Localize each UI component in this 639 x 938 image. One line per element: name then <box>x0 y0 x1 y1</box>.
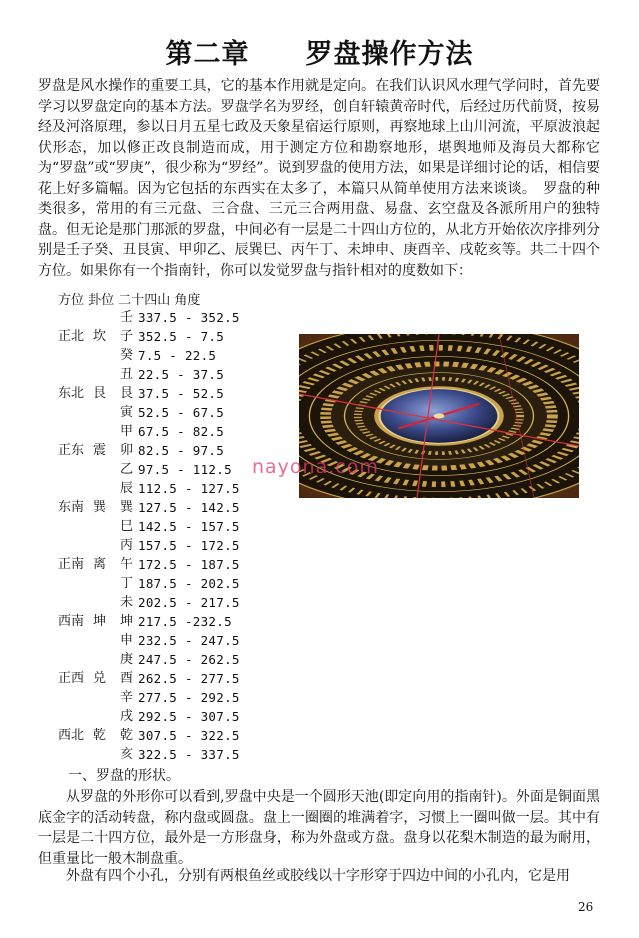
shape-paragraph: 从罗盘的外形你可以看到,罗盘中央是一个圆形天池(即定向用的指南针)。外面是铜面黑底金字的活动转盘，称内盘或圆盘。盘上一圈圈的堆满着字，习惯上一圈叫做一层。其中有一层是二十四方位，最外是一方形盘身，称为外盘或方盘。盘身以花梨木制造的最为耐用，但重量比一般木制盘重。 <box>38 789 600 867</box>
trigram-cell: 兑 <box>93 671 107 686</box>
degree-range-cell: 67.5 - 82.5 <box>138 424 225 439</box>
direction-cell: 西北 <box>58 728 85 743</box>
page-number: 26 <box>578 900 594 914</box>
direction-cell: 正北 <box>58 329 85 344</box>
trigram-cell: 艮 <box>93 386 107 401</box>
direction-cell: 西南 <box>58 614 85 629</box>
degree-range-cell: 307.5 - 322.5 <box>138 728 240 743</box>
direction-cell: 东北 <box>58 386 85 401</box>
mountain-cell: 亥 <box>120 747 134 762</box>
mountain-cell: 艮 <box>120 386 134 401</box>
direction-cell: 正西 <box>58 671 85 686</box>
degree-range-cell: 277.5 - 292.5 <box>138 690 240 705</box>
degree-range-cell: 337.5 - 352.5 <box>138 310 240 325</box>
mountain-cell: 寅 <box>120 405 134 420</box>
mountain-cell: 辛 <box>120 690 134 705</box>
mountain-cell: 乙 <box>120 462 134 477</box>
intro-paragraph: 罗盘是风水操作的重要工具，它的基本作用就是定向。在我们认识风水理气学问时，首先要学习以罗盘定向的基本方法。罗盘学名为罗经，创自轩辕黄帝时代，后经过历代前贤，按易经及河洛原理，参以日月五星七政及天象星宿运行原则，再察地球上山川河流，平原波浪起伏形态，加以修正改良制造而成，用于测定方位和勘察地形，堪舆地师及海员大都称它为“罗盘”或“罗庚”，很少称为“罗经”。说到罗盘的使用方法，如果是详细讨论的话，相信要花上好多篇幅。因为它包括的东西实在太多了，本篇只从简单使用方法来谈谈。 罗盘的种类很多，常用的有三元盘、三合盘、三元三合两用盘、易盘、玄空盘及各派所用户的独特盘。但无论是那门那派的罗盘，中间必有一层是二十四山方位的，从北方开始依次序排列分别是壬子癸、丑艮寅、甲卯乙、辰巽巳、丙午丁、未坤申、庚酉辛、戌乾亥等。共二十四个方位。如果你有一个指南针，你可以发觉罗盘与指针相对的度数如下： <box>38 78 600 279</box>
mountain-cell: 申 <box>120 633 134 648</box>
mountain-cell: 酉 <box>120 671 134 686</box>
trigram-cell: 坤 <box>93 614 107 629</box>
mountain-cell: 癸 <box>120 348 134 363</box>
mountain-cell: 子 <box>120 329 134 344</box>
trigram-cell: 坎 <box>93 329 107 344</box>
degree-range-cell: 217.5 -232.5 <box>138 614 232 629</box>
degree-range-cell: 37.5 - 52.5 <box>138 386 225 401</box>
holes-paragraph: 外盘有四个小孔，分别有两根鱼丝或胶线以十字形穿于四边中间的小孔内，它是用 <box>66 868 570 884</box>
degree-range-cell: 292.5 - 307.5 <box>138 709 240 724</box>
trigram-cell: 离 <box>93 557 107 572</box>
degree-range-cell: 127.5 - 142.5 <box>138 500 240 515</box>
section-heading: 一、罗盘的形状。 <box>68 768 180 784</box>
mountain-cell: 丙 <box>120 538 134 553</box>
degree-range-cell: 202.5 - 217.5 <box>138 595 240 610</box>
mountain-cell: 午 <box>120 557 134 572</box>
direction-cell: 正东 <box>58 443 85 458</box>
mountain-cell: 甲 <box>120 424 134 439</box>
direction-cell: 东南 <box>58 500 85 515</box>
mountain-cell: 卯 <box>120 443 134 458</box>
trigram-cell: 巽 <box>93 500 107 515</box>
mountain-cell: 丁 <box>120 576 134 591</box>
degree-range-cell: 352.5 - 7.5 <box>138 329 225 344</box>
degree-range-cell: 7.5 - 22.5 <box>138 348 217 363</box>
mountain-cell: 乾 <box>120 728 134 743</box>
mountain-cell: 巳 <box>120 519 134 534</box>
degree-range-cell: 82.5 - 97.5 <box>138 443 225 458</box>
degree-range-cell: 97.5 - 112.5 <box>138 462 232 477</box>
mountain-cell: 巽 <box>120 500 134 515</box>
degree-range-cell: 112.5 - 127.5 <box>138 481 240 496</box>
degree-range-cell: 172.5 - 187.5 <box>138 557 240 572</box>
mountain-cell: 戌 <box>120 709 134 724</box>
degree-range-cell: 187.5 - 202.5 <box>138 576 240 591</box>
mountain-cell: 坤 <box>120 614 134 629</box>
watermark-text: nayona.com <box>252 456 379 478</box>
degree-range-cell: 262.5 - 277.5 <box>138 671 240 686</box>
degree-range-cell: 322.5 - 337.5 <box>138 747 240 762</box>
degree-range-cell: 22.5 - 37.5 <box>138 367 225 382</box>
mountain-cell: 庚 <box>120 652 134 667</box>
direction-cell: 正南 <box>58 557 85 572</box>
degree-range-cell: 247.5 - 262.5 <box>138 652 240 667</box>
trigram-cell: 乾 <box>93 728 107 743</box>
degree-range-cell: 142.5 - 157.5 <box>138 519 240 534</box>
trigram-cell: 震 <box>93 443 107 458</box>
mountain-cell: 未 <box>120 595 134 610</box>
degree-range-cell: 157.5 - 172.5 <box>138 538 240 553</box>
mountain-cell: 辰 <box>120 481 134 496</box>
degree-range-cell: 232.5 - 247.5 <box>138 633 240 648</box>
mountain-cell: 壬 <box>120 310 134 325</box>
chapter-title: 第二章 罗盘操作方法 <box>165 39 474 70</box>
mountain-cell: 丑 <box>120 367 134 382</box>
degree-range-cell: 52.5 - 67.5 <box>138 405 225 420</box>
table-header: 方位 卦位 二十四山 角度 <box>58 293 201 308</box>
